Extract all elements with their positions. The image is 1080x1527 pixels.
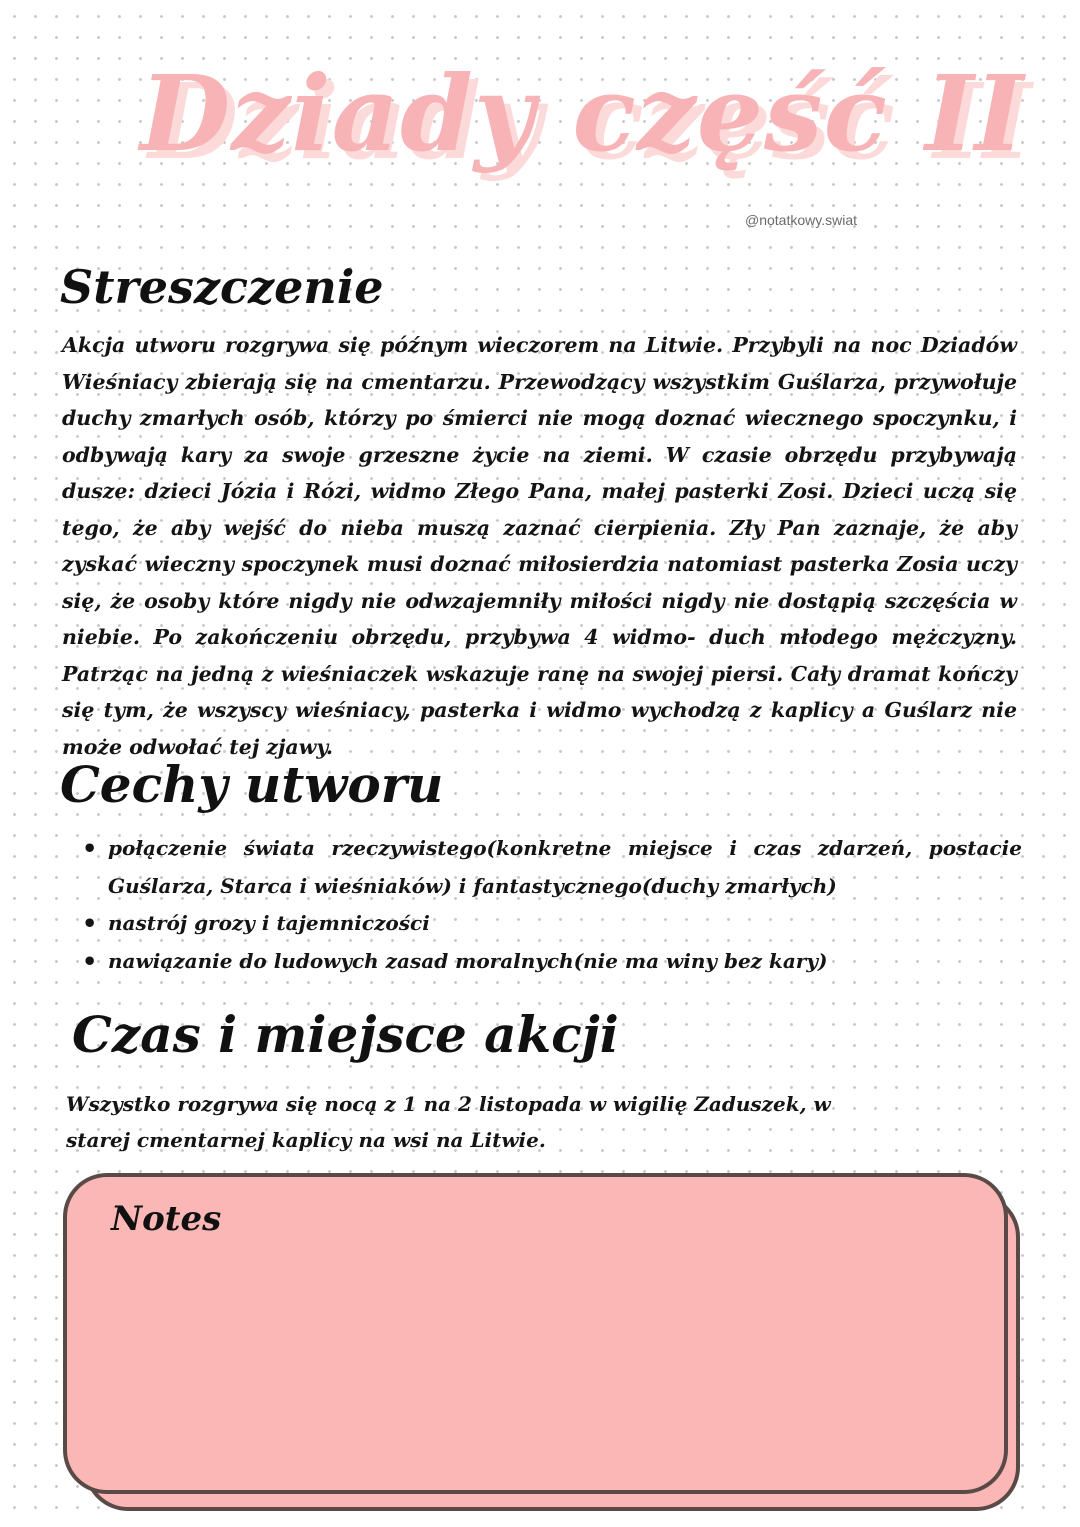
list-item: • nawiązanie do ludowych zasad moralnych(nie ma winy bez kary) bbox=[82, 943, 1022, 981]
summary-text: Akcja utworu rozgrywa się późnym wieczorem na Litwie. Przybyli na noc Dziadów Wieśniacy zbierają się na cmentarzu. Przewodzący wszystkim Guślarza, przywołuje duchy zmarłych osób, którzy po śmierci nie mogą doznać wiecznego spoczynku, i odbywają kary za swoje grzeszne życie na ziemi. W czasie obrzędu przybywają dusze: dzieci Józia i Rózi, widmo Złego Pana, małej pasterki Zosi. Dzieci uczą się tego, że aby wejść do nieba muszą zaznać cierpienia. Zły Pan zaznaje, że aby zyskać wieczny spoczynek musi doznać miłosierdzia natomiast pasterka Zosia uczy się, że osoby które nigdy nie odwzajemniły miłości nigdy nie dostąpią szczęścia w niebie. Po zakończeniu obrzędu, przybywa 4 widmo- duch młodego mężczyzny. Patrząc na jedną z wieśniaczek wskazuje ranę na swojej piersi. Cały dramat kończy się tym, że wszyscy wieśniacy, pasterka i widmo wychodzą z kaplicy a Guślarz nie może odwołać tej zjawy. bbox=[62, 333, 1017, 759]
list-item: • połączenie świata rzeczywistego(konkretne miejsce i czas zdarzeń, postacie Guślarza, Starca i wieśniaków) i fantastycznego(duchy zmarłych) bbox=[82, 830, 1022, 905]
author-watermark: @notatkowy.swiat bbox=[745, 212, 857, 228]
page-title: Dziady część II bbox=[140, 52, 1025, 175]
features-list bbox=[82, 830, 1022, 980]
notes-box[interactable] bbox=[63, 1173, 1008, 1494]
notes-label: Notes bbox=[111, 1199, 222, 1239]
features-heading: Cechy utworu bbox=[60, 755, 444, 814]
summary-heading: Streszczenie bbox=[60, 260, 384, 314]
time-place-text: Wszystko rozgrywa się nocą z 1 na 2 listopada w wigilię Zaduszek, w starej cmentarnej kaplicy na wsi na Litwie. bbox=[66, 1092, 831, 1152]
list-item: • nastrój grozy i tajemniczości bbox=[82, 905, 1022, 943]
time-place-heading: Czas i miejsce akcji bbox=[72, 1005, 619, 1064]
